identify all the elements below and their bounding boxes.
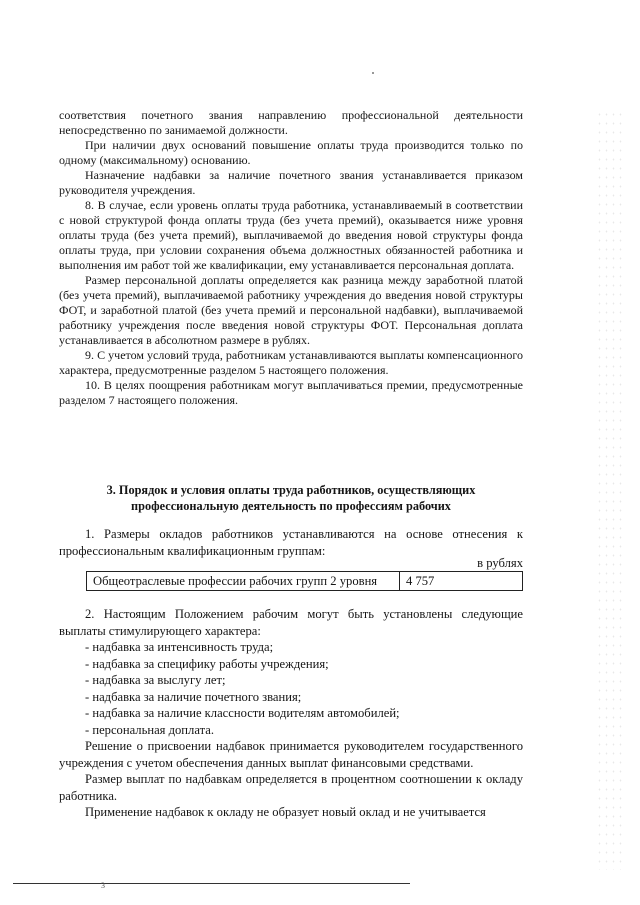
currency-unit-label: в рублях bbox=[477, 556, 523, 570]
paragraph-bonus-application: Применение надбавок к окладу не образует новый оклад и не учитывается bbox=[85, 805, 486, 819]
footer-page-mark: 3 bbox=[101, 881, 105, 890]
salary-table bbox=[86, 571, 523, 591]
section-3-intro bbox=[59, 526, 523, 559]
paragraph-item-10: 10. В целях поощрения работникам могут выплачиваться премии, предусмотренные разделом 7 настоящего положения. bbox=[59, 378, 523, 407]
paragraph-personal-bonus-size: Размер персональной доплаты определяется как разница между заработной платой (без учета премий), выплачиваемой работнику учреждения до введения новой структуры ФОТ, и заработной платой (без учета премий и персональной надбавки), выплачиваемой работнику учреждения после введения новой структуры ФОТ. Персональная доплата устанавливается в абсолютном размере в рублях. bbox=[59, 273, 523, 347]
paragraph-honorary-title-continuation: соответствия почетного звания направлению профессиональной деятельности непосредственно по занимаемой должности. bbox=[59, 108, 523, 137]
paragraph-two-grounds: При наличии двух оснований повышение оплаты труда производится только по одному (максимальному) основанию. bbox=[59, 138, 523, 167]
paragraph-bonus-decision: Решение о присвоении надбавок принимается руководителем государственного учреждения с учетом обеспечения данных выплат финансовыми средствами. bbox=[59, 739, 523, 770]
bonus-list bbox=[59, 639, 523, 738]
footer-rule bbox=[13, 883, 410, 884]
list-item: - надбавка за специфику работы учреждения; bbox=[85, 656, 329, 671]
list-item: - надбавка за наличие классности водителям автомобилей; bbox=[85, 706, 400, 720]
list-item: - надбавка за выслугу лет; bbox=[85, 673, 226, 687]
scan-speck bbox=[372, 72, 374, 74]
paragraph-bonus-percentage: Размер выплат по надбавкам определяется в процентном соотношении к окладу работника. bbox=[59, 772, 523, 803]
paragraph-item-9: 9. С учетом условий труда, работникам устанавливаются выплаты компенсационного характера, предусмотренные разделом 5 настоящего положения. bbox=[59, 348, 523, 377]
list-item: - надбавка за наличие почетного звания; bbox=[85, 689, 302, 704]
paragraph-salary-basis: 1. Размеры окладов работников устанавливаются на основе отнесения к профессиональным квалификационным группам: bbox=[59, 527, 523, 558]
table-row bbox=[87, 572, 523, 591]
paragraph-honorary-title-order: Назначение надбавки за наличие почетного звания устанавливается приказом руководителя учреждения. bbox=[59, 168, 523, 197]
table-cell-group: Общеотраслевые профессии рабочих групп 2 уровня bbox=[87, 572, 400, 591]
top-text-block bbox=[59, 108, 523, 408]
section-3-title-line2: профессиональную деятельность по профессиям рабочих bbox=[131, 499, 451, 513]
section-3-body bbox=[59, 606, 523, 821]
paragraph-incentive-payments: 2. Настоящим Положением рабочим могут быть установлены следующие выплаты стимулирующего характера: bbox=[59, 607, 523, 638]
list-item: - надбавка за интенсивность труда; bbox=[85, 640, 274, 654]
section-3-title-line1: 3. Порядок и условия оплаты труда работников, осуществляющих bbox=[106, 483, 476, 497]
scan-noise bbox=[596, 110, 626, 870]
table-cell-amount: 4 757 bbox=[400, 572, 523, 591]
list-item: - персональная доплата. bbox=[85, 722, 214, 737]
paragraph-item-8: 8. В случае, если уровень оплаты труда работника, устанавливаемый в соответствии с новой структурой фонда оплаты труда (без учета премий), оказывается ниже уровня оплаты труда (без учета премий), выплачиваемой до введения новой структуры фонда оплаты труда, при условии сохранения объема должностных обязанностей работника и выполнения им работ той же квалификации, ему устанавливается персональная доплата. bbox=[59, 198, 523, 272]
